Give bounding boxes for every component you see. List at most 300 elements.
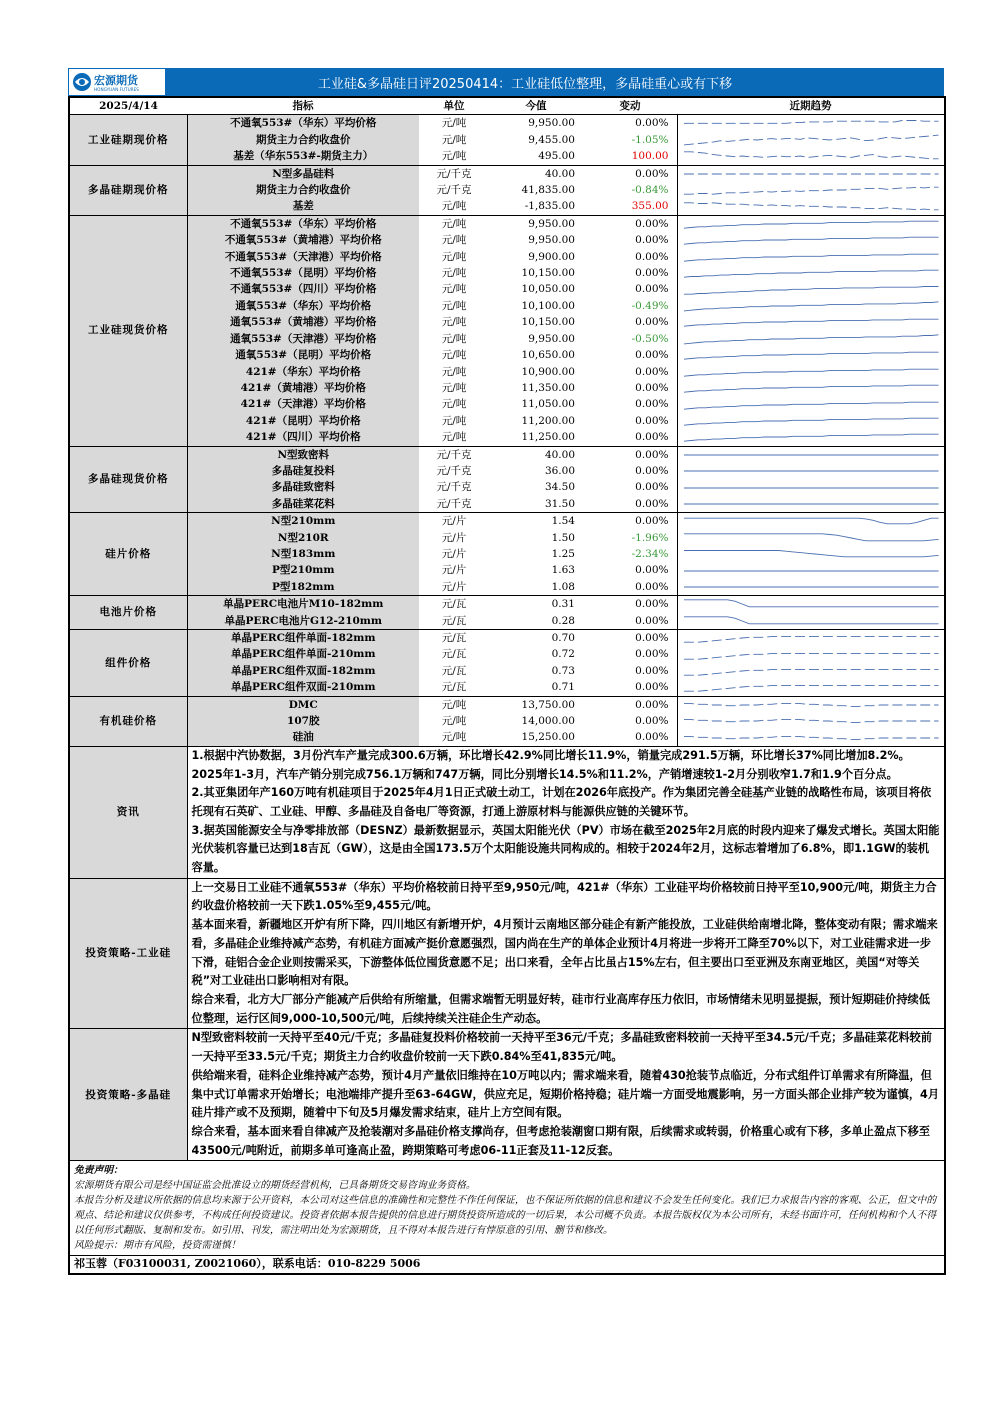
table-row xyxy=(69,281,945,297)
change-cell: -1.96% xyxy=(631,531,669,544)
table-row xyxy=(69,115,945,132)
table-row xyxy=(69,479,945,495)
indicator-name: 不通氧553#（华东）平均价格 xyxy=(187,115,419,132)
unit-cell: 元/千克 xyxy=(436,481,472,494)
company-logo xyxy=(68,68,166,96)
sparkline xyxy=(678,713,945,729)
disclaimer-line: 风险提示：期市有风险，投资需谨慎！ xyxy=(74,1240,241,1252)
trend-cell xyxy=(677,347,945,363)
value-cell: 9,950.00 xyxy=(489,115,583,132)
change-cell: -0.50% xyxy=(631,332,669,345)
indicator-name: 期货主力合约收盘价 xyxy=(187,132,419,148)
strategy-paragraph: 综合来看，北方大厂部分产能减产后供给有所缩量，但需求端暂无明显好转，硅市行业高库存压力依旧，市场情绪未见明显提振，预计短期硅价持续低位整理，运行区间9,000-10,500元/吨，后续持续关注硅企生产动态。 xyxy=(191,992,930,1025)
value-cell: 0.72 xyxy=(551,648,575,661)
table-row xyxy=(69,132,945,148)
unit-cell: 元/瓦 xyxy=(441,648,467,661)
sparkline-path xyxy=(683,335,938,344)
phone-number[interactable]: 010-8229 5006 xyxy=(327,1257,421,1271)
change-cell: 0.00% xyxy=(635,681,669,694)
sparkline xyxy=(678,116,945,132)
trend-cell xyxy=(677,429,945,446)
trend-cell xyxy=(677,115,945,132)
sparkline xyxy=(678,447,945,463)
table-row xyxy=(69,314,945,330)
value-cell: 0.28 xyxy=(551,614,575,627)
indicator-name: 421#（天津港）平均价格 xyxy=(187,396,419,412)
analyst-ids: （F03100031, Z0021060） xyxy=(107,1257,262,1271)
sparkline-path xyxy=(683,653,938,659)
sparkline-path xyxy=(683,686,938,692)
change-cell: 0.00% xyxy=(635,614,669,627)
change-cell: -2.34% xyxy=(631,547,669,560)
indicator-name: P型210mm xyxy=(187,562,419,578)
sparkline-path xyxy=(683,670,938,676)
trend-cell xyxy=(677,663,945,679)
table-row xyxy=(69,696,945,713)
sparkline xyxy=(678,413,945,429)
sparkline-path xyxy=(683,152,938,159)
logo-text: 宏源期货 xyxy=(94,74,138,87)
change-cell: 0.00% xyxy=(635,349,669,362)
trend-cell xyxy=(677,215,945,232)
value-cell: -1,835.00 xyxy=(524,200,575,213)
value-cell: 10,100.00 xyxy=(521,299,575,312)
table-row xyxy=(69,380,945,396)
change-cell: 0.00% xyxy=(635,414,669,427)
header-change: 变动 xyxy=(583,97,677,115)
table-row xyxy=(69,579,945,596)
sparkline xyxy=(678,546,945,562)
disclaimer-row xyxy=(69,1161,945,1256)
sparkline-path xyxy=(683,187,938,194)
category-label: 有机硅价格 xyxy=(69,696,187,746)
sparkline xyxy=(678,679,945,695)
trend-cell xyxy=(677,413,945,429)
sparkline xyxy=(678,132,945,148)
trend-cell xyxy=(677,148,945,165)
strategy-paragraph: 基本面来看，新疆地区开炉有所下降，四川地区有新增开炉，4月预计云南地区部分硅企有新产能投放，工业硅供给南增北降，整体变动有限；需求端来看，多晶硅企业维持减产态势，有机硅方面减产挺价意愿强烈，国内尚在生产的单体企业预计4月将进一步将开工降至70%以下，对工业硅需求进一步下滑，硅铝合金企业则按需采买，下游整体低位囤货意愿不足；出口来看，全年占比虽占15%左右，但主要出口至亚洲及东南亚地区，美国“对等关税”对工业硅出口影响相对有限。 xyxy=(191,918,938,988)
strategy-paragraph: 上一交易日工业硅不通氧553#（华东）平均价格较前日持平至9,950元/吨，421#（华东）工业硅平均价格较前日持平至10,900元/吨，期货主力合约收盘价格较前一天下跌1.05%至9,455元/吨。 xyxy=(191,880,937,913)
indicator-name: 通氧553#（黄埔港）平均价格 xyxy=(187,314,419,330)
report-title: 工业硅&多晶硅日评20250414：工业硅低位整理，多晶硅重心或有下移 xyxy=(317,76,733,92)
indicator-name: N型183mm xyxy=(187,546,419,562)
indicator-name: N型210mm xyxy=(187,513,419,530)
unit-cell: 元/片 xyxy=(441,564,467,577)
table-row xyxy=(69,215,945,232)
change-cell: 0.00% xyxy=(583,115,677,132)
category-label: 多晶硅期现价格 xyxy=(69,165,187,215)
indicator-name: 单晶PERC电池片M10-182mm xyxy=(187,596,419,613)
indicator-name: 硅油 xyxy=(187,729,419,746)
unit-cell: 元/吨 xyxy=(441,332,467,345)
category-label: 多晶硅现货价格 xyxy=(69,446,187,513)
indicator-name: 单晶PERC组件单面-210mm xyxy=(187,646,419,662)
unit-cell: 元/吨 xyxy=(441,299,467,312)
trend-cell xyxy=(677,630,945,647)
header-unit: 单位 xyxy=(419,97,489,115)
value-cell: 495.00 xyxy=(538,150,575,163)
unit-cell: 元/吨 xyxy=(441,200,467,213)
change-cell: 0.00% xyxy=(635,234,669,247)
news-paragraph: 1.根据中汽协数据，3月份汽车产量完成300.6万辆，环比增长42.9%同比增长11.9%，销量完成291.5万辆，环比增长37%同比增加8.2%。2025年1-3月，汽车产销分别完成756.1万辆和747万辆，同比分别增长14.5%和11.2%，产销增速较1-2月分别收窄1.7和1.9个百分点。 xyxy=(191,748,910,781)
unit-cell: 元/片 xyxy=(441,580,467,593)
sparkline xyxy=(678,513,945,529)
sparkline xyxy=(678,613,945,629)
change-cell: 0.00% xyxy=(635,564,669,577)
sparkline-path xyxy=(683,352,938,359)
sparkline-path xyxy=(683,202,938,209)
news-paragraph: 3.据英国能源安全与净零排放部（DESNZ）最新数据显示，英国太阳能光伏（PV）市场在截至2025年2月底的时段内迎来了爆发式增长。英国太阳能光伏装机容量已达到18吉瓦（GW），这是由全国173.5万个太阳能设施共同构成的。相较于2024年2月，这标志着增加了6.8%，即1.1GW的装机容量。 xyxy=(191,823,940,875)
table-row xyxy=(69,298,945,314)
value-cell: 0.73 xyxy=(551,664,575,677)
strategy-si-label: 投资策略-工业硅 xyxy=(69,878,187,1029)
value-cell: 10,150.00 xyxy=(521,267,575,280)
sparkline xyxy=(678,199,945,215)
unit-cell: 元/吨 xyxy=(441,150,467,163)
trend-cell xyxy=(677,479,945,495)
news-row xyxy=(69,746,945,878)
table-row xyxy=(69,513,945,530)
sparkline-path xyxy=(683,385,938,392)
unit-cell: 元/吨 xyxy=(419,215,489,232)
value-cell: 9,950.00 xyxy=(528,332,575,345)
disclaimer-heading: 免责声明： xyxy=(74,1165,123,1177)
change-cell: 0.00% xyxy=(635,316,669,329)
unit-cell: 元/吨 xyxy=(441,316,467,329)
unit-cell: 元/千克 xyxy=(436,497,472,510)
change-cell: 0.00% xyxy=(635,497,669,510)
change-cell: 0.00% xyxy=(635,267,669,280)
value-cell: 41,835.00 xyxy=(521,184,575,197)
indicator-name: 421#（昆明）平均价格 xyxy=(187,413,419,429)
category-label: 工业硅期现价格 xyxy=(69,115,187,165)
indicator-name: 单晶PERC电池片G12-210mm xyxy=(187,613,419,630)
sparkline xyxy=(678,249,945,265)
strategy-paragraph: 供给端来看，硅料企业维持减产态势，预计4月产量依旧维持在10万吨以内；需求端来看，随着430抢装节点临近，分布式组件订单需求有所降温，但集中式订单需求开始增长；电池端排产提升至63-64GW，供应充足，短期价格持稳；硅片端一方面受地震影响，另一方面头部企业排产较为谨慎，4月硅片排产或不及预期，随着中下旬及5月爆发需求结束，硅片上方空间有限。 xyxy=(191,1068,940,1120)
table-row xyxy=(69,265,945,281)
sparkline-path xyxy=(683,221,938,228)
indicator-name: 单晶PERC组件双面-182mm xyxy=(187,663,419,679)
contact-row xyxy=(69,1256,945,1274)
sparkline xyxy=(678,314,945,330)
trend-cell xyxy=(677,729,945,746)
sparkline-path xyxy=(683,302,938,311)
change-cell: 0.00% xyxy=(583,596,677,613)
trend-cell xyxy=(677,579,945,596)
value-cell: 40.00 xyxy=(489,165,583,182)
value-cell: 0.70 xyxy=(489,630,583,647)
table-row xyxy=(69,562,945,578)
indicator-name: 107胶 xyxy=(187,713,419,729)
table-row xyxy=(69,613,945,630)
sparkline xyxy=(678,530,945,546)
unit-cell: 元/吨 xyxy=(441,431,467,444)
unit-cell: 元/瓦 xyxy=(419,630,489,647)
change-cell: 0.00% xyxy=(583,215,677,232)
category-label: 硅片价格 xyxy=(69,513,187,596)
sparkline-path xyxy=(683,402,938,409)
indicator-name: 不通氧553#（华东）平均价格 xyxy=(187,215,419,232)
table-header-row xyxy=(69,97,945,115)
table-row xyxy=(69,396,945,412)
category-label: 电池片价格 xyxy=(69,596,187,630)
sparkline-path xyxy=(683,519,938,525)
table-row xyxy=(69,530,945,546)
logo-mark-icon xyxy=(71,70,163,94)
change-cell: 0.00% xyxy=(583,513,677,530)
value-cell: 11,350.00 xyxy=(521,381,575,394)
sparkline xyxy=(678,730,945,746)
sparkline-path xyxy=(683,435,938,442)
sparkline xyxy=(678,429,945,445)
trend-cell xyxy=(677,463,945,479)
unit-cell: 元/吨 xyxy=(441,381,467,394)
value-cell: 10,650.00 xyxy=(521,349,575,362)
indicator-name: 不通氧553#（昆明）平均价格 xyxy=(187,265,419,281)
change-cell: 0.00% xyxy=(635,398,669,411)
disclaimer-line: 本报告分析及建议所依据的信息均来源于公开资料，本公司对这些信息的准确性和完整性不作任何保证，也不保证所依据的信息和建议不会发生任何变化。我们已力求报告内容的客观、公正，但文中的观点、结论和建议仅供参考，不构成任何投资建议。投资者依据本报告提供的信息进行期货投资所造成的一切后果，本公司概不负责。本报告版权仅为本公司所有，未经书面许可，任何机构和个人不得以任何形式翻版、复制和发布。如引用、刊发，需注明出处为宏源期货，且不得对本报告进行有悖原意的引用、删节和修改。 xyxy=(74,1195,937,1237)
unit-cell: 元/片 xyxy=(441,531,467,544)
sparkline-path xyxy=(683,270,938,277)
value-cell: 11,050.00 xyxy=(521,398,575,411)
sparkline xyxy=(678,182,945,198)
sparkline xyxy=(678,148,945,164)
trend-cell xyxy=(677,596,945,613)
trend-cell xyxy=(677,198,945,215)
indicator-name: 不通氧553#（四川）平均价格 xyxy=(187,281,419,297)
news-paragraph: 2.其亚集团年产160万吨有机硅项目于2025年4月1日正式破土动工，计划在2026年底投产。作为集团完善全硅基产业链的战略性布局，该项目将依托现有石英矿、工业硅、甲醇、多晶硅及自备电厂等资源，打通上游原材料与能源供应链的关键环节。 xyxy=(191,786,932,818)
table-row xyxy=(69,463,945,479)
change-cell: 0.00% xyxy=(635,464,669,477)
change-cell: 0.00% xyxy=(635,431,669,444)
change-cell: 0.00% xyxy=(583,446,677,463)
analyst-name: 祁玉蓉 xyxy=(74,1257,107,1271)
sparkline-path xyxy=(683,369,938,376)
sparkline xyxy=(678,232,945,248)
indicator-name: 期货主力合约收盘价 xyxy=(187,182,419,198)
indicator-name: 通氧553#（昆明）平均价格 xyxy=(187,347,419,363)
change-cell: 0.00% xyxy=(583,696,677,713)
table-row xyxy=(69,446,945,463)
sparkline xyxy=(678,347,945,363)
change-cell: -0.49% xyxy=(631,299,669,312)
trend-cell xyxy=(677,331,945,347)
sparkline xyxy=(678,496,945,512)
table-row xyxy=(69,630,945,647)
unit-cell: 元/吨 xyxy=(441,398,467,411)
table-row xyxy=(69,249,945,265)
change-cell: 0.00% xyxy=(635,648,669,661)
unit-cell: 元/吨 xyxy=(441,133,467,146)
sparkline xyxy=(678,663,945,679)
table-row xyxy=(69,596,945,613)
table-row xyxy=(69,331,945,347)
indicator-name: N型致密料 xyxy=(187,446,419,463)
indicator-name: 基差（华东553#-期货主力） xyxy=(187,148,419,165)
change-cell: 0.00% xyxy=(635,580,669,593)
value-cell: 9,950.00 xyxy=(489,215,583,232)
header-today: 今值 xyxy=(489,97,583,115)
trend-cell xyxy=(677,396,945,412)
phone-label: ，联系电话： xyxy=(261,1257,328,1271)
sparkline xyxy=(678,630,945,646)
table-row xyxy=(69,232,945,248)
trend-cell xyxy=(677,696,945,713)
unit-cell: 元/吨 xyxy=(441,283,467,296)
sparkline-path xyxy=(683,238,938,245)
strategy-poly-content xyxy=(187,1029,945,1161)
report-date: 2025/4/14 xyxy=(69,97,187,115)
strategy-paragraph: N型致密料较前一天持平至40元/千克；多晶硅复投料价格较前一天持平至36元/千克；多晶硅致密料较前一天持平至34.5元/千克；多晶硅菜花料较前一天持平至33.5元/千克；期货主力合约收盘价较前一天下跌0.84%至41,835元/吨。 xyxy=(191,1031,932,1064)
table-row xyxy=(69,198,945,215)
table-row xyxy=(69,546,945,562)
sparkline xyxy=(678,563,945,579)
unit-cell: 元/吨 xyxy=(419,696,489,713)
change-cell: 0.00% xyxy=(583,165,677,182)
sparkline-path xyxy=(683,135,938,145)
unit-cell: 元/吨 xyxy=(441,250,467,263)
table-row xyxy=(69,165,945,182)
trend-cell xyxy=(677,513,945,530)
unit-cell: 元/瓦 xyxy=(441,681,467,694)
table-row xyxy=(69,429,945,446)
sparkline xyxy=(678,697,945,713)
sparkline-path xyxy=(683,617,938,624)
sparkline-path xyxy=(683,736,938,739)
sparkline-path xyxy=(683,703,938,706)
indicator-name: 基差 xyxy=(187,198,419,215)
sparkline xyxy=(678,397,945,413)
sparkline-path xyxy=(683,720,938,723)
sparkline xyxy=(678,282,945,298)
value-cell: 10,050.00 xyxy=(521,283,575,296)
value-cell: 10,900.00 xyxy=(521,365,575,378)
unit-cell: 元/瓦 xyxy=(441,664,467,677)
value-cell: 9,455.00 xyxy=(528,133,575,146)
value-cell: 9,950.00 xyxy=(528,234,575,247)
indicator-name: DMC xyxy=(187,696,419,713)
unit-cell: 元/千克 xyxy=(436,464,472,477)
disclaimer xyxy=(69,1161,945,1256)
trend-cell xyxy=(677,679,945,696)
trend-cell xyxy=(677,249,945,265)
sparkline xyxy=(678,380,945,396)
trend-cell xyxy=(677,380,945,396)
indicator-name: 不通氧553#（天津港）平均价格 xyxy=(187,249,419,265)
analyst-contact xyxy=(69,1256,945,1274)
indicator-name: 421#（华东）平均价格 xyxy=(187,364,419,380)
category-label: 工业硅现货价格 xyxy=(69,215,187,446)
indicator-name: 421#（黄埔港）平均价格 xyxy=(187,380,419,396)
unit-cell: 元/吨 xyxy=(441,267,467,280)
trend-cell xyxy=(677,446,945,463)
indicator-name: 多晶硅致密料 xyxy=(187,479,419,495)
value-cell: 1.50 xyxy=(551,531,575,544)
table-row xyxy=(69,646,945,662)
indicator-name: 421#（四川）平均价格 xyxy=(187,429,419,446)
value-cell: 11,200.00 xyxy=(521,414,575,427)
indicator-name: 单晶PERC组件双面-210mm xyxy=(187,679,419,696)
table-row xyxy=(69,496,945,513)
unit-cell: 元/瓦 xyxy=(419,596,489,613)
sparkline-path xyxy=(683,551,938,557)
sparkline-path xyxy=(683,320,938,327)
strategy-poly-row xyxy=(69,1029,945,1161)
sparkline-path xyxy=(683,534,938,541)
trend-cell xyxy=(677,496,945,513)
unit-cell: 元/片 xyxy=(419,513,489,530)
trend-cell xyxy=(677,314,945,330)
change-cell: 0.00% xyxy=(635,481,669,494)
indicator-name: 多晶硅复投料 xyxy=(187,463,419,479)
trend-cell xyxy=(677,182,945,198)
value-cell: 36.00 xyxy=(544,464,575,477)
sparkline-path xyxy=(683,286,938,294)
sparkline-path xyxy=(683,418,938,425)
value-cell: 14,000.00 xyxy=(521,715,575,728)
header-indicator: 指标 xyxy=(187,97,419,115)
report-page xyxy=(68,68,944,1275)
sparkline xyxy=(678,364,945,380)
indicator-name: 不通氧553#（黄埔港）平均价格 xyxy=(187,232,419,248)
change-cell: 0.00% xyxy=(635,731,669,744)
sparkline xyxy=(678,166,945,182)
change-cell: 0.00% xyxy=(635,365,669,378)
sparkline-path xyxy=(683,254,938,261)
sparkline xyxy=(678,596,945,612)
strategy-poly-label: 投资策略-多晶硅 xyxy=(69,1029,187,1161)
news-label: 资讯 xyxy=(69,746,187,878)
indicator-name: 单晶PERC组件单面-182mm xyxy=(187,630,419,647)
trend-cell xyxy=(677,132,945,148)
table-row xyxy=(69,729,945,746)
sparkline-path xyxy=(683,600,938,607)
value-cell: 0.31 xyxy=(489,596,583,613)
table-row xyxy=(69,148,945,165)
category-label: 组件价格 xyxy=(69,630,187,697)
value-cell: 1.08 xyxy=(551,580,575,593)
table-row xyxy=(69,182,945,198)
change-cell: 0.00% xyxy=(635,715,669,728)
trend-cell xyxy=(677,646,945,662)
table-row xyxy=(69,679,945,696)
sparkline xyxy=(678,647,945,663)
indicator-name: 通氧553#（华东）平均价格 xyxy=(187,298,419,314)
trend-cell xyxy=(677,713,945,729)
unit-cell: 元/吨 xyxy=(419,115,489,132)
strategy-paragraph: 综合来看，基本面来看自律减产及抢装潮对多晶硅价格支撑尚存，但考虑抢装潮窗口期有限，后续需求或转弱，价格重心或有下移，多单止盈点下移至43500元/吨附近，前期多单可逢高止盈，跨期策略可考虑06-11正套及11-12反套。 xyxy=(191,1124,930,1157)
sparkline xyxy=(678,331,945,347)
value-cell: 1.25 xyxy=(551,547,575,560)
table-row xyxy=(69,663,945,679)
trend-cell xyxy=(677,281,945,297)
change-cell: 100.00 xyxy=(631,150,669,163)
table-row xyxy=(69,713,945,729)
text-sections xyxy=(69,746,945,1273)
unit-cell: 元/千克 xyxy=(419,446,489,463)
value-cell: 11,250.00 xyxy=(521,431,575,444)
sparkline xyxy=(678,463,945,479)
sparkline xyxy=(678,298,945,314)
change-cell: 0.00% xyxy=(635,381,669,394)
table-row xyxy=(69,347,945,363)
value-cell: 9,900.00 xyxy=(528,250,575,263)
unit-cell: 元/瓦 xyxy=(441,614,467,627)
unit-cell: 元/吨 xyxy=(441,731,467,744)
value-cell: 1.54 xyxy=(489,513,583,530)
change-cell: -0.84% xyxy=(631,184,669,197)
indicator-name: 通氧553#（天津港）平均价格 xyxy=(187,331,419,347)
